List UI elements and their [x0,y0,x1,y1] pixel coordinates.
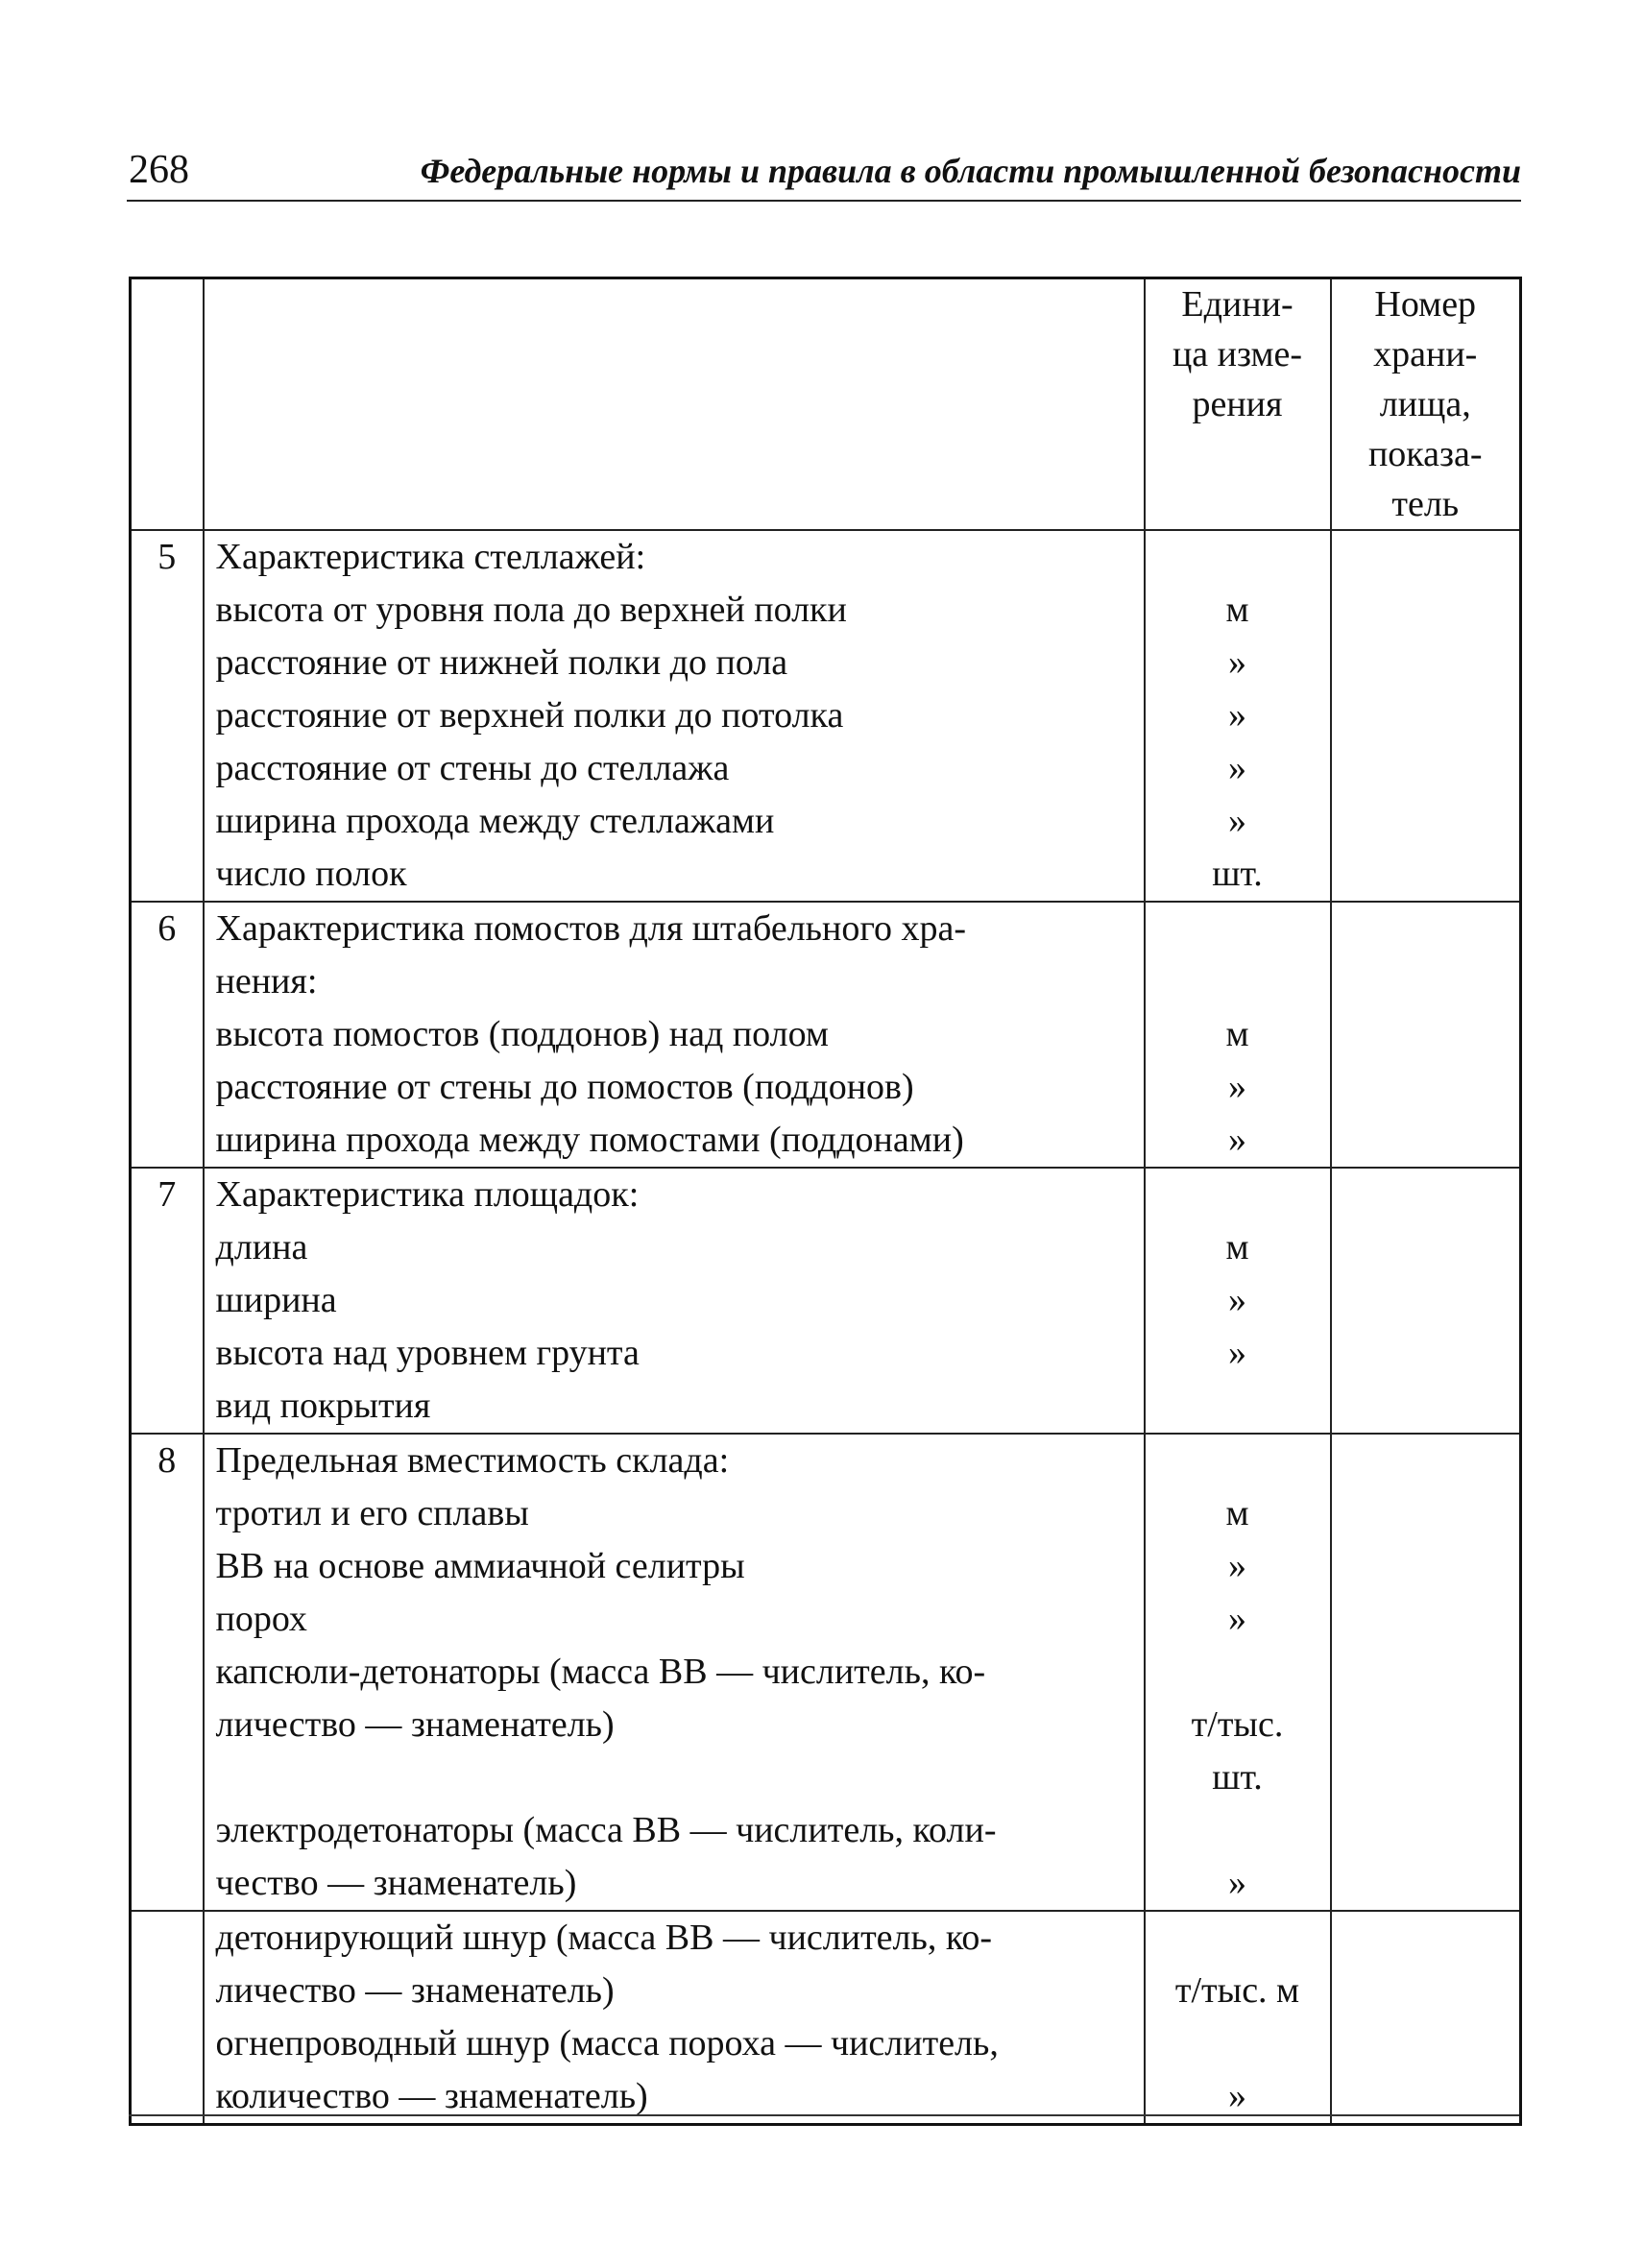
description-line: электродетонаторы (масса ВВ — числитель, коли- [215,1810,997,1850]
description-line: ВВ на основе аммиачной селитры [215,1546,745,1586]
footer-rule [129,2114,1519,2116]
unit-line [1146,531,1330,584]
description-line: расстояние от стены до стеллажа [215,748,730,788]
unit-line: » [1228,1599,1246,1639]
row-number: 7 [131,1168,204,1434]
unit-line [1146,955,1330,1008]
unit-line: м [1225,1493,1249,1533]
row-number: 5 [131,530,204,902]
row-storage-value [1331,530,1521,902]
description-line: Характеристика площадок: [215,1174,640,1215]
unit-line: » [1228,1120,1246,1160]
header-unit-line: ца изме- [1172,334,1303,374]
description-line: расстояние от нижней полки до пола [215,642,788,683]
description-line: ширина прохода между помостами (поддонами) [215,1120,964,1160]
page-header [127,144,1521,202]
header-num-cell [131,278,204,531]
page-number: 268 [129,148,189,192]
row-unit [1145,902,1331,1168]
row-storage-value [1331,1434,1521,1911]
row-description [204,1911,1145,2125]
description-line: вид покрытия [215,1386,431,1426]
table-row [131,1434,1521,1911]
table-row [131,1168,1521,1434]
unit-line: » [1228,801,1246,841]
description-line: высота от уровня пола до верхней полки [215,590,847,630]
description-line: огнепроводный шнур (масса пороха — числитель, [215,2023,999,2063]
description-line: капсюли-детонаторы (масса ВВ — числитель, ко- [215,1652,986,1692]
header-store-line: показа- [1367,434,1483,474]
row-unit [1145,530,1331,902]
header-store-line: тель [1391,484,1460,524]
unit-line: » [1228,1333,1246,1373]
description-line: ширина прохода между стеллажами [215,801,775,841]
unit-line [1146,1380,1330,1433]
running-title: Федеральные нормы и правила в области промышленной безопасности [420,152,1521,190]
description-line: расстояние от стены до помостов (поддонов) [215,1067,914,1107]
storage-characteristics-table [129,277,1522,2126]
unit-line: » [1228,1067,1246,1107]
unit-line: » [1228,695,1246,736]
table-row [131,1911,1521,2125]
header-store-line: храни- [1373,334,1478,374]
description-line: ширина [215,1280,337,1320]
unit-line: т/тыс. [1191,1704,1284,1745]
row-storage-value [1331,1911,1521,2125]
unit-line: шт. [1212,1757,1263,1798]
unit-line [1146,2017,1330,2070]
row-storage-value [1331,902,1521,1168]
description-line: нения: [215,961,318,1001]
header-store-line: Номер [1374,284,1477,325]
row-description [204,902,1145,1168]
header-store-cell [1331,278,1521,531]
description-line: личество — знаменатель) [215,1704,615,1745]
row-number: 6 [131,902,204,1168]
description-line: личество — знаменатель) [215,1970,615,2011]
row-unit [1145,1434,1331,1911]
description-line: длина [215,1227,308,1267]
unit-line: м [1225,590,1249,630]
unit-line [1146,1804,1330,1857]
description-line: Характеристика помостов для штабельного хра- [215,908,966,949]
table-body [131,278,1521,2125]
header-unit-cell [1145,278,1331,531]
description-line: число полок [215,854,407,894]
row-unit [1145,1168,1331,1434]
description-line: высота над уровнем грунта [215,1333,640,1373]
table-row [131,902,1521,1168]
description-line: Характеристика стеллажей: [215,537,646,577]
table-header-row [131,278,1521,531]
row-description [204,1168,1145,1434]
description-line: порох [215,1599,307,1639]
description-line [216,1751,1144,1804]
row-number: 8 [131,1434,204,1911]
unit-line [1146,1912,1330,1965]
header-unit-line: рения [1192,384,1283,424]
row-storage-value [1331,1168,1521,1434]
unit-line [1146,903,1330,955]
unit-line: » [1228,642,1246,683]
row-description [204,1434,1145,1911]
unit-line: » [1228,1546,1246,1586]
unit-line [1146,1646,1330,1699]
unit-line: » [1228,2076,1246,2116]
description-line: детонирующий шнур (масса ВВ — числитель, ко- [215,1918,993,1958]
description-line: высота помостов (поддонов) над полом [215,1014,829,1054]
header-text-cell [204,278,1145,531]
description-line: количество — знаменатель) [215,2076,648,2116]
description-line: чество — знаменатель) [215,1863,577,1903]
header-unit-line: Едини- [1181,284,1293,325]
unit-line [1146,1169,1330,1221]
unit-line: т/тыс. м [1174,1970,1300,2011]
unit-line: шт. [1212,854,1263,894]
description-line: тротил и его сплавы [215,1493,529,1533]
unit-line [1146,1435,1330,1487]
unit-line: » [1228,1280,1246,1320]
unit-line: м [1225,1014,1249,1054]
row-description [204,530,1145,902]
description-line: расстояние от верхней полки до потолка [215,695,844,736]
row-unit [1145,1911,1331,2125]
table-row [131,530,1521,902]
unit-line: м [1225,1227,1249,1267]
description-line: Предельная вместимость склада: [215,1440,730,1481]
unit-line: » [1228,1863,1246,1903]
header-store-line: лища, [1379,384,1471,424]
row-number [131,1911,204,2125]
unit-line: » [1228,748,1246,788]
